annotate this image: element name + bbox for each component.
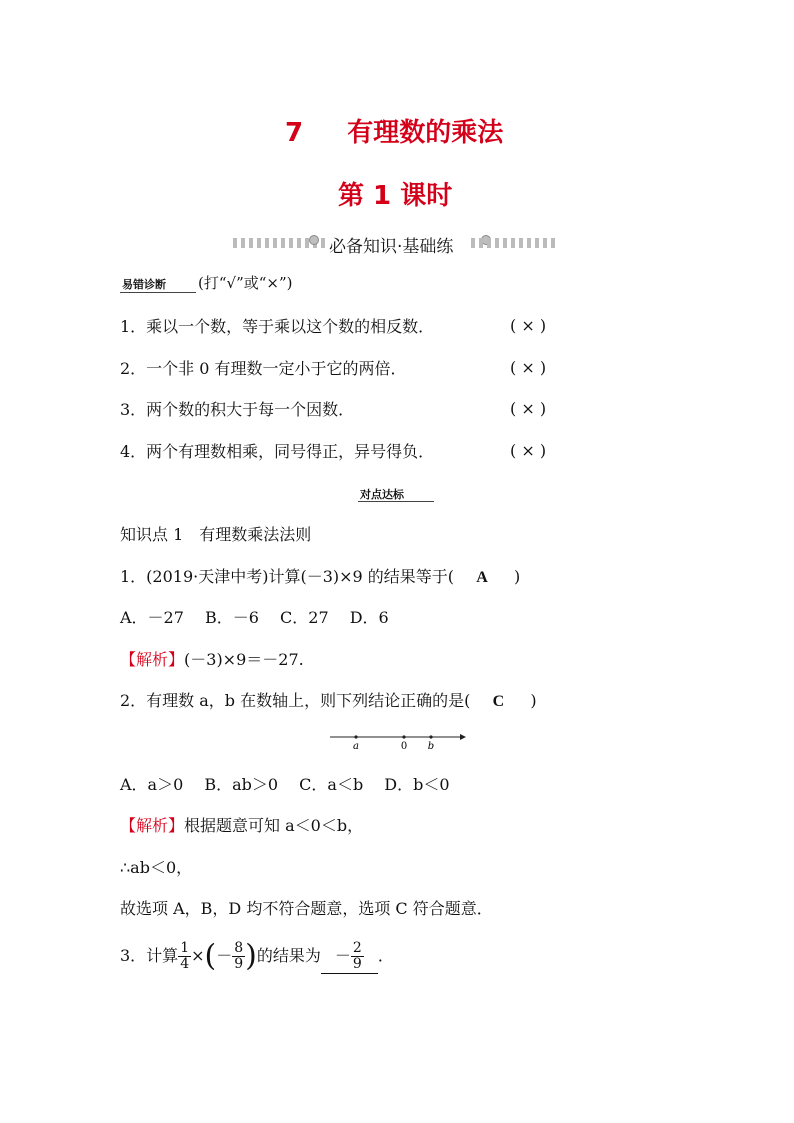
question-3 (120, 936, 394, 977)
diagnosis-item-2: 2．一个非 0 有理数一定小于它的两倍． (120, 359, 407, 378)
number-line-figure (328, 728, 468, 754)
question-3-answer-blank (321, 939, 378, 974)
practice-tag: 对点达标 (360, 488, 404, 501)
question-2-analysis-line-3: 故选项 A，B，D 均不符合题意，选项 C 符合题意． (120, 899, 493, 918)
number-line-label-0: 0 (400, 741, 408, 752)
diagnosis-item-4: 4．两个有理数相乘，同号得正，异号得负． (120, 442, 435, 461)
banner-bullet-left-icon (309, 235, 319, 245)
section-banner-label: 必备知识·基础练 (329, 237, 454, 257)
question-2-analysis (120, 815, 363, 837)
knowledge-point-heading: 知识点 1 有理数乘法法则 (120, 525, 312, 544)
diagnosis-item-3: 3．两个数的积大于每一个因数． (120, 400, 355, 419)
question-1-close: ) (514, 567, 521, 586)
question-2-options: A．a＞0 B．ab＞0 C．a＜b D．b＜0 (120, 775, 450, 794)
question-3-times: × (191, 946, 205, 965)
error-diagnosis-instruction: (打“√”或“×”) (198, 274, 293, 292)
number-line-point-a (354, 735, 357, 738)
number-line-label-a: a (353, 741, 359, 752)
question-1-analysis-label: 【解析】 (120, 650, 185, 669)
error-diagnosis-tag-underline (120, 292, 196, 293)
number-line-label-b: b (427, 741, 435, 752)
question-3-answer-sign: － (334, 946, 351, 965)
question-3-fraction-2 (232, 941, 245, 972)
question-1-options: A．－27 B．－6 C．27 D．6 (120, 608, 389, 627)
question-2 (120, 690, 537, 713)
question-3-answer-fraction (351, 941, 364, 972)
question-3-neg: － (216, 946, 233, 965)
question-1 (120, 566, 520, 589)
fraction-2-denominator: 9 (234, 956, 244, 972)
diagnosis-item-1: 1．乘以一个数，等于乘以这个数的相反数． (120, 317, 435, 336)
question-1-analysis (120, 649, 304, 671)
question-3-fraction-1 (178, 941, 191, 972)
left-paren: ( (204, 938, 217, 974)
section-banner (233, 232, 563, 257)
diagnosis-mark-4: ( × ) (510, 441, 547, 460)
diagnosis-mark-2: ( × ) (510, 358, 547, 377)
question-2-stem: 2．有理数 a，b 在数轴上，则下列结论正确的是( (120, 691, 471, 710)
question-2-analysis-text-1: 根据题意可知 a＜0＜b， (184, 816, 364, 835)
banner-dots-right (471, 238, 555, 248)
error-diagnosis-tag: 易错诊断 (122, 278, 166, 291)
lesson-number: 7 (285, 118, 304, 148)
fraction-1-numerator: 1 (180, 940, 190, 956)
number-line-arrow-icon (460, 734, 466, 740)
practice-tag-underline (358, 501, 434, 502)
question-2-analysis-label: 【解析】 (120, 816, 185, 835)
question-1-analysis-text: (－3)×9＝－27. (184, 650, 304, 669)
fraction-1-denominator: 4 (180, 956, 190, 972)
question-3-prefix: 3．计算 (120, 946, 179, 965)
diagnosis-mark-1: ( × ) (510, 316, 547, 335)
question-3-mid: 的结果为 (256, 946, 321, 965)
right-paren: ) (245, 938, 257, 974)
fraction-2-numerator: 8 (234, 940, 244, 956)
question-3-end: ． (377, 946, 394, 965)
question-2-close: ) (530, 691, 537, 710)
lesson-title-row (285, 112, 503, 149)
number-line-point-0 (402, 735, 405, 738)
number-line-point-b (429, 735, 432, 738)
diagnosis-mark-3: ( × ) (510, 399, 547, 418)
question-1-answer: A (476, 569, 488, 586)
answer-denominator: 9 (352, 956, 362, 972)
question-2-answer: C (492, 693, 505, 710)
answer-numerator: 2 (352, 940, 362, 956)
question-2-analysis-line-2: ∴ab＜0， (120, 858, 193, 877)
subtitle: 第 1 课时 (338, 181, 453, 211)
lesson-title: 有理数的乘法 (347, 118, 504, 148)
question-1-stem: 1．(2019·天津中考)计算(－3)×9 的结果等于( (120, 567, 455, 586)
